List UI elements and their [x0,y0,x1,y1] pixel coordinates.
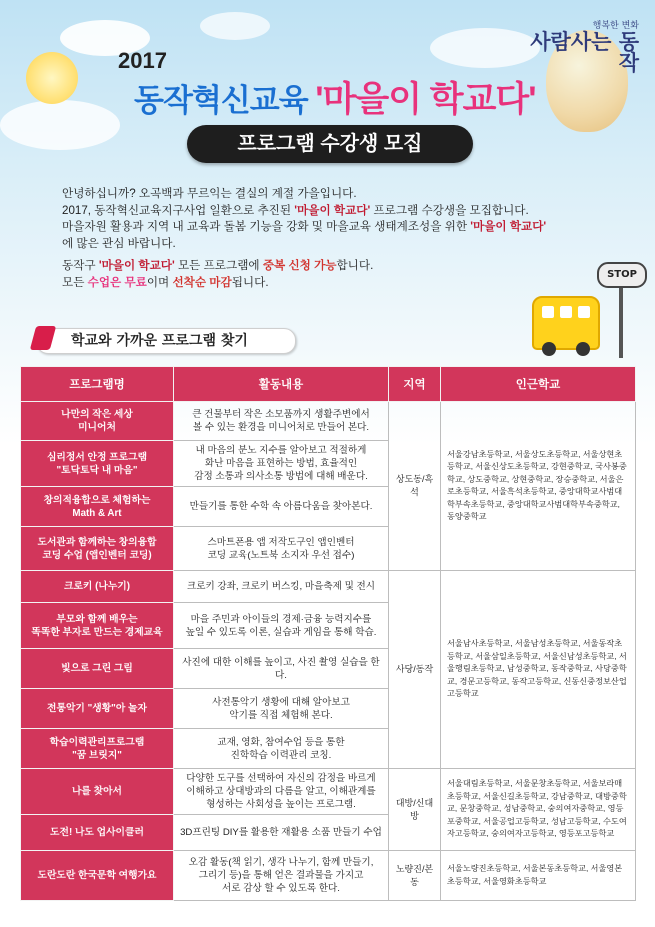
region-cell: 상도동/흑석 [389,402,441,571]
program-name-cell: 전통악기 "생황"아 놀자 [21,689,174,729]
program-name-cell: 나만의 작은 세상 미니어처 [21,402,174,441]
section-marker-icon [30,326,56,350]
school-bus-icon [532,296,600,350]
intro-line: 동작구 '마을이 학교다' 모든 프로그램에 중복 신청 가능합니다. [62,259,374,272]
activity-cell: 교재, 영화, 참여수업 등을 통한 진학학습 이력관리 코칭. [174,729,389,769]
activity-cell: 스마트폰용 앱 저작도구인 앱인벤터 코딩 교육(노트북 소지자 우선 접수) [174,527,389,571]
recruitment-banner: 프로그램 수강생 모집 [187,125,473,163]
column-header: 활동내용 [174,367,389,402]
program-name-cell: 빛으로 그린 그림 [21,649,174,689]
program-name-cell: 심리정서 안정 프로그램 "토닥토닥 내 마음" [21,441,174,487]
intro-line: 2017, 동작혁신교육지구사업 일환으로 추진된 '마을이 학교다' 프로그램 수강생을 모집합니다. [62,203,529,217]
program-table [20,366,636,901]
program-name-cell: 부모와 함께 배우는 똑똑한 부자로 만드는 경제교육 [21,603,174,649]
program-name-cell: 크로키 (나누기) [21,571,174,603]
activity-cell: 3D프린팅 DIY를 활용한 재활용 소품 만들기 수업 [174,815,389,851]
intro-line: 안녕하십니까? 오곡백과 무르익는 결실의 계절 가을입니다. [62,187,357,200]
program-name-cell: 도서관과 함께하는 창의융합 코딩 수업 (앱인벤터 코딩) [21,527,174,571]
page-title [134,72,536,122]
program-name-cell: 창의적융합으로 체험하는 Math & Art [21,487,174,527]
table-row [21,851,636,901]
table-row [21,402,636,441]
section-title: 학교와 가까운 프로그램 찾기 [71,333,248,349]
program-name-cell: 학습이력관리프로그램 "꿈 브릿지" [21,729,174,769]
intro-line: 마을자원 활용과 지역 내 교육과 돌봄 기능을 강화 및 마을교육 생태계조성을 위한 '마을이 학교다' [62,220,547,233]
nearby-schools-cell: 서울노량진초등학교, 서울본동초등학교, 서울영본초등학교, 서울영화초등학교 [441,851,636,901]
title-slogan: '마을이 학교다' [315,80,536,119]
sun-decoration [26,52,78,104]
activity-cell: 큰 건물부터 작은 소모품까지 생활주변에서 볼 수 있는 환경을 미니어처로 만들어 본다. [174,402,389,441]
section-header [36,328,296,354]
column-header: 지역 [389,367,441,402]
region-cell: 대방/신대방 [389,769,441,851]
activity-cell: 크로키 강좌, 크로키 버스킹, 마을축제 및 전시 [174,571,389,603]
intro-text [62,186,622,291]
activity-cell: 내 마음의 분노 지수를 알아보고 적절하게 화난 마음을 표현하는 방법, 효율적인 감정 소통과 의사소통 방법에 대해 배운다. [174,441,389,487]
intro-line: 모든 수업은 무료이며 선착순 마감됩니다. [62,275,269,289]
activity-cell: 사진에 대한 이해를 높이고, 사진 촬영 실습을 한다. [174,649,389,689]
activity-cell: 마을 주민과 아이들의 경제·금융 능력지수를 높일 수 있도록 이론, 실습과 게임을 통해 학습. [174,603,389,649]
nearby-schools-cell: 서울대림초등학교, 서울문창초등학교, 서울보라매초등학교, 서울신길초등학교, 강남중학교, 대방중학교, 문창중학교, 성남중학교, 숭의여자중학교, 영등포중학교, 서울공업고등학교, 성남고등학교, 수도여자고등학교, 숭의여자고등학교, 영등포고등학교 [441,769,636,851]
nearby-schools-cell: 서울강남초등학교, 서울상도초등학교, 서울상현초등학교, 서울신상도초등학교, 강현중학교, 국사봉중학교, 상도중학교, 상현중학교, 장승중학교, 서울은로초등학교, 서울흑석초등학교, 중앙대학교사범대학부속초등학교, 중앙대학교사범대학부속중학교, 동양중학교 [441,402,636,571]
logo-subtitle: 행복한 변화 [592,21,639,31]
year-label: 2017 [118,48,167,73]
nearby-schools-cell: 서울남사초등학교, 서울남성초등학교, 서울동작초등학교, 서울삼일초등학교, 서울신남성초등학교, 서울행림초등학교, 남성중학교, 동작중학교, 사당중학교, 경문고등학교, 동작고등학교, 신동신중정보산업고등학교 [441,571,636,769]
program-table-body [21,402,636,901]
table-header-row [21,367,636,402]
activity-cell: 오감 활동(책 읽기, 생각 나누기, 함께 만들기, 그리기 등)을 통해 얻은 결과물을 가지고 서로 감상 할 수 있도록 한다. [174,851,389,901]
column-header: 프로그램명 [21,367,174,402]
logo-wordmark: 사람사는 동작 [530,29,639,75]
column-header: 인근학교 [441,367,636,402]
program-name-cell: 나를 찾아서 [21,769,174,815]
region-cell: 노량진/본동 [389,851,441,901]
table-row [21,571,636,603]
activity-cell: 만들기를 통한 수학 속 아름다움을 찾아본다. [174,487,389,527]
stop-sign: STOP [597,262,647,288]
stop-sign-pole [619,280,623,358]
cloud-decoration [200,12,270,40]
program-name-cell: 도란도란 한국문학 여행가요 [21,851,174,901]
cloud-decoration [0,100,120,150]
intro-line: 에 많은 관심 바랍니다. [62,236,176,250]
title-program-name: 동작혁신교육 [134,83,316,118]
table-row [21,769,636,815]
region-cell: 사당/동작 [389,571,441,769]
program-name-cell: 도전! 나도 업사이클러 [21,815,174,851]
activity-cell: 사전통악기 생황에 대해 알아보고 악기를 직접 체험해 본다. [174,689,389,729]
district-logo [521,18,639,73]
activity-cell: 다양한 도구를 선택하여 자신의 감정을 바르게 이해하고 상대방과의 다름을 알고, 이해관계를 형성하는 사회성을 높이는 프로그램. [174,769,389,815]
